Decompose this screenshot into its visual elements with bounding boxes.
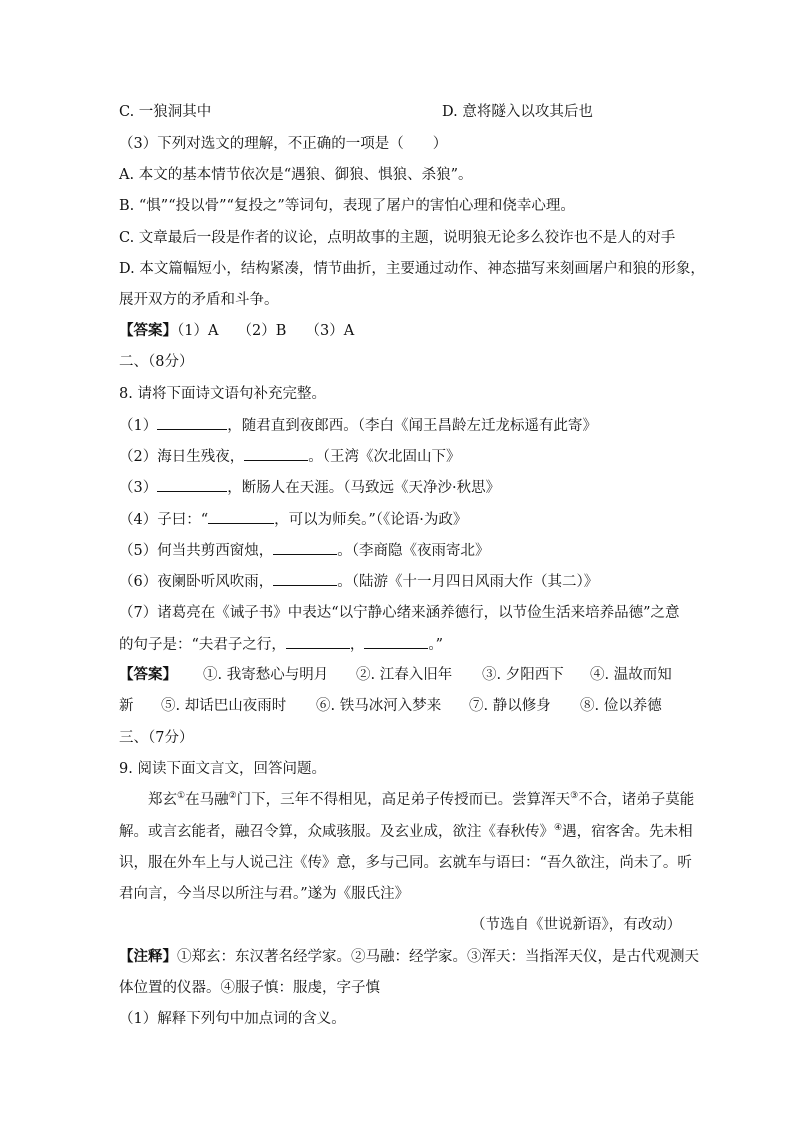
answer-q8-tag (119, 665, 177, 685)
fill-prefix: （4）子曰：“ (119, 512, 209, 528)
answer-item: ⑤. 却话巴山夜雨时 (161, 698, 287, 714)
notes-tag: 【注释】 (119, 948, 177, 965)
fill-blank (286, 634, 350, 649)
fill-suffix: ，随君直到夜郎西。（李白《闻王昌龄左迁龙标遥有此寄》 (227, 418, 597, 434)
fill-suffix: ，断肠人在天涯。（马致远《天净沙·秋思》 (227, 480, 501, 496)
sub-question-1: （1）解释下列句中加点词的含义。 (119, 1011, 346, 1027)
fill-blank (157, 477, 227, 492)
fill-prefix: （2）海日生残夜， (119, 449, 245, 465)
passage-text: 门下，三年不得相见，高足弟子传授而已。尝算浑天 (236, 792, 571, 808)
choice-d-line1: D. 本文篇幅短小，结构紧凑，情节曲折，主要通过动作、神态描写来刻画屠户和狼的形象， (119, 261, 705, 277)
fill-line-4 (119, 509, 467, 530)
answer-item: ⑧. 俭以养德 (580, 698, 662, 714)
passage-line-1 (148, 790, 694, 810)
passage-text: 遇，宿客舍。先未相 (562, 824, 693, 840)
fill-suffix: 。” (428, 637, 444, 653)
answer-tag: 【答案】 (119, 666, 177, 683)
fill-line-6 (119, 571, 598, 592)
answer-item: ⑥. 铁马冰河入梦来 (316, 698, 442, 714)
notes-text: ①郑玄：东汉著名经学家。②马融：经学家。③浑天：当指浑天仪，是古代观测天 (177, 949, 699, 965)
fill-blank (157, 415, 227, 430)
fill-line-5 (119, 540, 489, 561)
answer-text: （1）A （2）B （3）A (177, 323, 355, 339)
answer-item: 新 (119, 698, 134, 714)
option-d: D. 意将隧入以攻其后也 (442, 104, 593, 120)
footnote-marker: ④ (554, 823, 563, 834)
passage-line-4: 君向言，今当尽以所注与君。”遂为《服氏注》 (119, 886, 410, 902)
fill-line-2 (119, 446, 460, 467)
fill-blank (273, 540, 337, 555)
fill-prefix: （6）夜阑卧听风吹雨， (119, 574, 274, 590)
answer-tag: 【答案】 (119, 322, 177, 339)
fill-suffix: 。（李商隐《夜雨寄北》 (337, 543, 490, 559)
fill-suffix: 。（王湾《次北固山下》 (308, 449, 461, 465)
fill-separator: ， (349, 637, 365, 653)
answer-item: ⑦. 静以修身 (469, 698, 551, 714)
fill-line-1 (119, 415, 597, 436)
notes-line-1 (119, 947, 699, 967)
fill-prefix: （3） (119, 480, 158, 496)
choice-d-line2: 展开双方的矛盾和斗争。 (119, 292, 279, 308)
notes-line-2: 体位置的仪器。④服子慎：服虔，字子慎 (119, 980, 380, 996)
section-3-header: 三、（7分） (119, 730, 194, 746)
answer-item: ②. 江春入旧年 (356, 667, 453, 683)
fill-line-7a: （7）诸葛亮在《诫子书》中表达“以宁静心绪来涵养德行，以节俭生活来培养品德”之意 (119, 605, 680, 621)
footnote-marker: ① (177, 791, 186, 802)
passage-text: 不合，诸弟子莫能 (578, 792, 695, 808)
answer-item: ①. 我寄愁心与明月 (203, 667, 329, 683)
fill-blank (273, 571, 337, 586)
answer-item: ③. 夕阳西下 (482, 667, 564, 683)
passage-line-3: 识，服在外车上与人说己注《传》意，多与己同。玄就车与语曰：“吾久欲注，尚未了。听 (119, 855, 692, 871)
fill-suffix: ，可以为师矣。”（《论语·为政》 (274, 512, 468, 528)
choice-a: A. 本文的基本情节依次是“遇狼、御狼、惧狼、杀狼”。 (119, 167, 473, 183)
sub-question-3: （3）下列对选文的理解，不正确的一项是（ ） (119, 136, 448, 152)
fill-prefix: 的句子是：“夫君子之行， (119, 637, 286, 653)
passage-text: 解。或言玄能者，融召令算，众咸骇服。及玄业成，欲注《春秋传》 (119, 824, 554, 840)
fill-blank (208, 509, 274, 524)
section-2-header: 二、（8分） (119, 354, 194, 370)
passage-text: 郑玄 (148, 792, 177, 808)
fill-blank (364, 634, 428, 649)
fill-blank (244, 446, 308, 461)
choice-c: C. 文章最后一段是作者的议论，点明故事的主题，说明狼无论多么狡诈也不是人的对手 (119, 230, 676, 246)
passage-line-2 (119, 822, 693, 842)
fill-prefix: （1） (119, 418, 158, 434)
choice-b: B. “惧”“投以骨”“复投之”等词句，表现了屠户的害怕心理和侥幸心理。 (119, 198, 575, 214)
fill-suffix: 。（陆游《十一月四日风雨大作（其二）》 (337, 574, 599, 590)
fill-line-7b (119, 634, 443, 655)
passage-text: 在马融 (185, 792, 229, 808)
footnote-marker: ③ (570, 791, 579, 802)
question-9: 9. 阅读下面文言文，回答问题。 (119, 761, 326, 777)
question-8: 8. 请将下面诗文语句补充完整。 (119, 386, 326, 402)
option-c: C. 一狼洞其中 (119, 104, 212, 120)
fill-prefix: （5）何当共剪西窗烛， (119, 543, 274, 559)
passage-source: （节选自《世说新语》，有改动） (471, 917, 682, 933)
answer-q7 (119, 321, 354, 341)
answer-item: ④. 温故而知 (590, 667, 672, 683)
footnote-marker: ② (228, 791, 237, 802)
fill-line-3 (119, 477, 500, 498)
